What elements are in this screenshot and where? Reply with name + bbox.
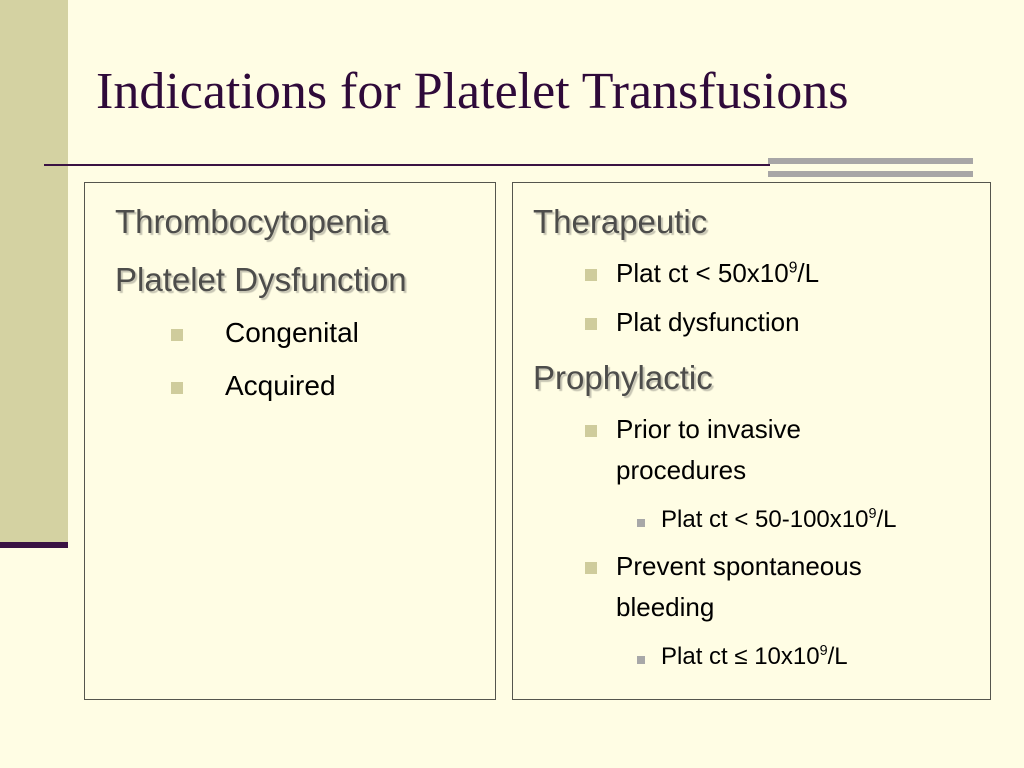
left-accent-line [0,542,68,548]
spontaneous-threshold-suffix: /L [827,643,848,670]
prophylactic-invasive-threshold [661,508,897,532]
square-bullet-icon [585,562,597,574]
title-accent-bar-top [768,158,973,164]
thrombocytopenia-heading: Thrombocytopenia [115,203,389,240]
therapeutic-plat-dysfunction: Plat dysfunction [616,307,800,337]
right-content-panel [512,182,991,700]
congenital-item: Congenital [225,317,359,348]
platelet-dysfunction-heading: Platelet Dysfunction [115,261,407,298]
square-bullet-icon [585,269,597,281]
title-accent-bar-bottom [768,171,973,177]
therapeutic-heading: Therapeutic [533,203,708,240]
therapeutic-plat-count-exponent: 9 [788,259,798,277]
small-square-bullet-icon [637,519,645,527]
square-bullet-icon [585,425,597,437]
slide-title: Indications for Platelet Transfusions [96,63,849,120]
therapeutic-plat-count [616,260,819,286]
square-bullet-icon [171,382,183,394]
prophylactic-spontaneous-line1: Prevent spontaneous [616,551,862,581]
square-bullet-icon [585,318,597,330]
therapeutic-plat-count-suffix: /L [797,258,820,288]
spontaneous-threshold-exponent: 9 [819,643,828,659]
invasive-threshold-exponent: 9 [868,506,877,522]
prophylactic-invasive-line1: Prior to invasive [616,414,801,444]
invasive-threshold-prefix: Plat ct < 50-100x10 [661,506,869,533]
prophylactic-heading: Prophylactic [533,359,713,396]
left-content-panel [84,182,496,700]
prophylactic-invasive-line2: procedures [616,455,747,485]
invasive-threshold-suffix: /L [876,506,897,533]
left-accent-bar [0,0,68,545]
therapeutic-plat-count-prefix: Plat ct < 50x10 [616,258,789,288]
prophylactic-spontaneous-threshold [661,645,848,669]
square-bullet-icon [171,329,183,341]
spontaneous-threshold-prefix: Plat ct ≤ 10x10 [661,643,820,670]
acquired-item: Acquired [225,370,336,401]
prophylactic-spontaneous-line2: bleeding [616,592,715,622]
title-divider [44,164,770,166]
small-square-bullet-icon [637,656,645,664]
